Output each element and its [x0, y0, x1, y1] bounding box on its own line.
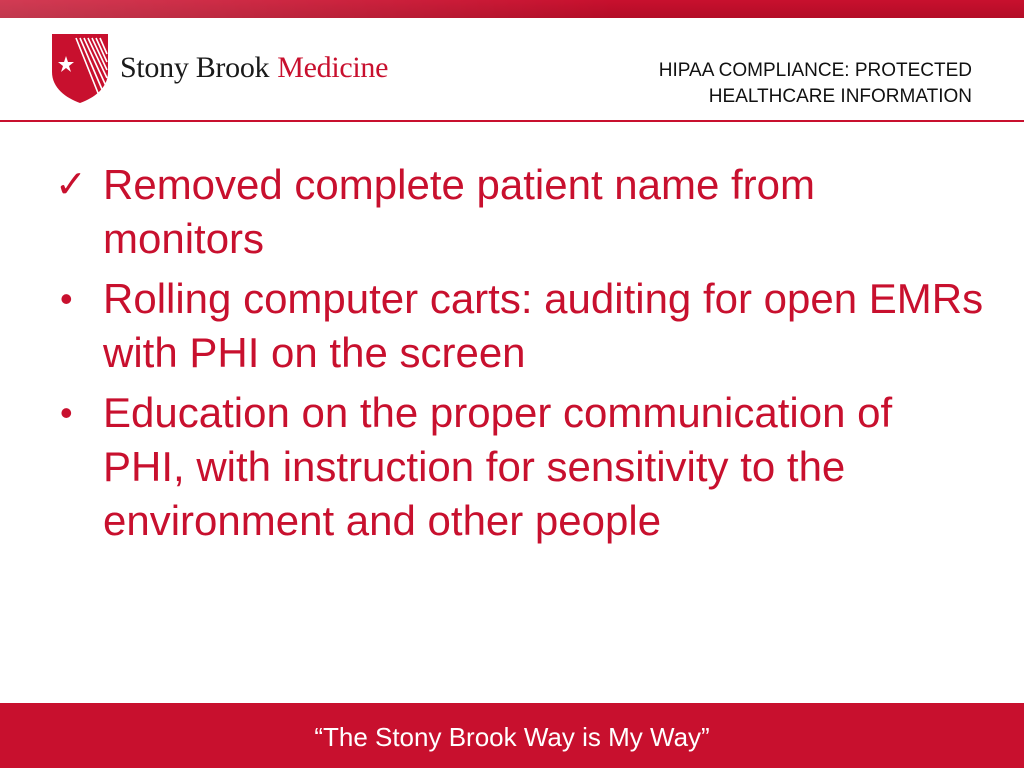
bullet-item-education: [0, 386, 1024, 548]
stony-brook-medicine-logo: [50, 32, 388, 104]
footer-tagline: “The Stony Brook Way is My Way”: [314, 722, 710, 752]
slide-title-line-2: HEALTHCARE INFORMATION: [708, 86, 972, 107]
bullet-text: Removed complete patient name from monitors: [103, 161, 816, 262]
logo-wordmark: [120, 53, 388, 83]
bullet-item-monitors: [0, 158, 1024, 266]
header-divider: [0, 120, 1024, 122]
slide-title: [572, 58, 972, 110]
bullet-dot-icon: •: [60, 392, 73, 433]
logo-text-secondary: Medicine: [277, 51, 389, 84]
logo-text-primary: Stony Brook: [120, 51, 270, 84]
slide-title-line-1: HIPAA COMPLIANCE: PROTECTED: [658, 60, 972, 81]
bullet-dot-icon: •: [60, 278, 73, 319]
checkmark-icon: ✓: [55, 164, 87, 206]
bullet-list: [0, 158, 1024, 554]
footer-bar: [0, 703, 1024, 768]
shield-star-icon: [50, 32, 110, 104]
top-accent-bar-gradient: [0, 0, 1024, 18]
bullet-text: Education on the proper communication of PHI, with instruction for sensitivity to the environment and other people: [103, 389, 893, 544]
bullet-text: Rolling computer carts: auditing for open EMRs with PHI on the screen: [103, 275, 984, 376]
bullet-item-computer-carts: [0, 272, 1024, 380]
